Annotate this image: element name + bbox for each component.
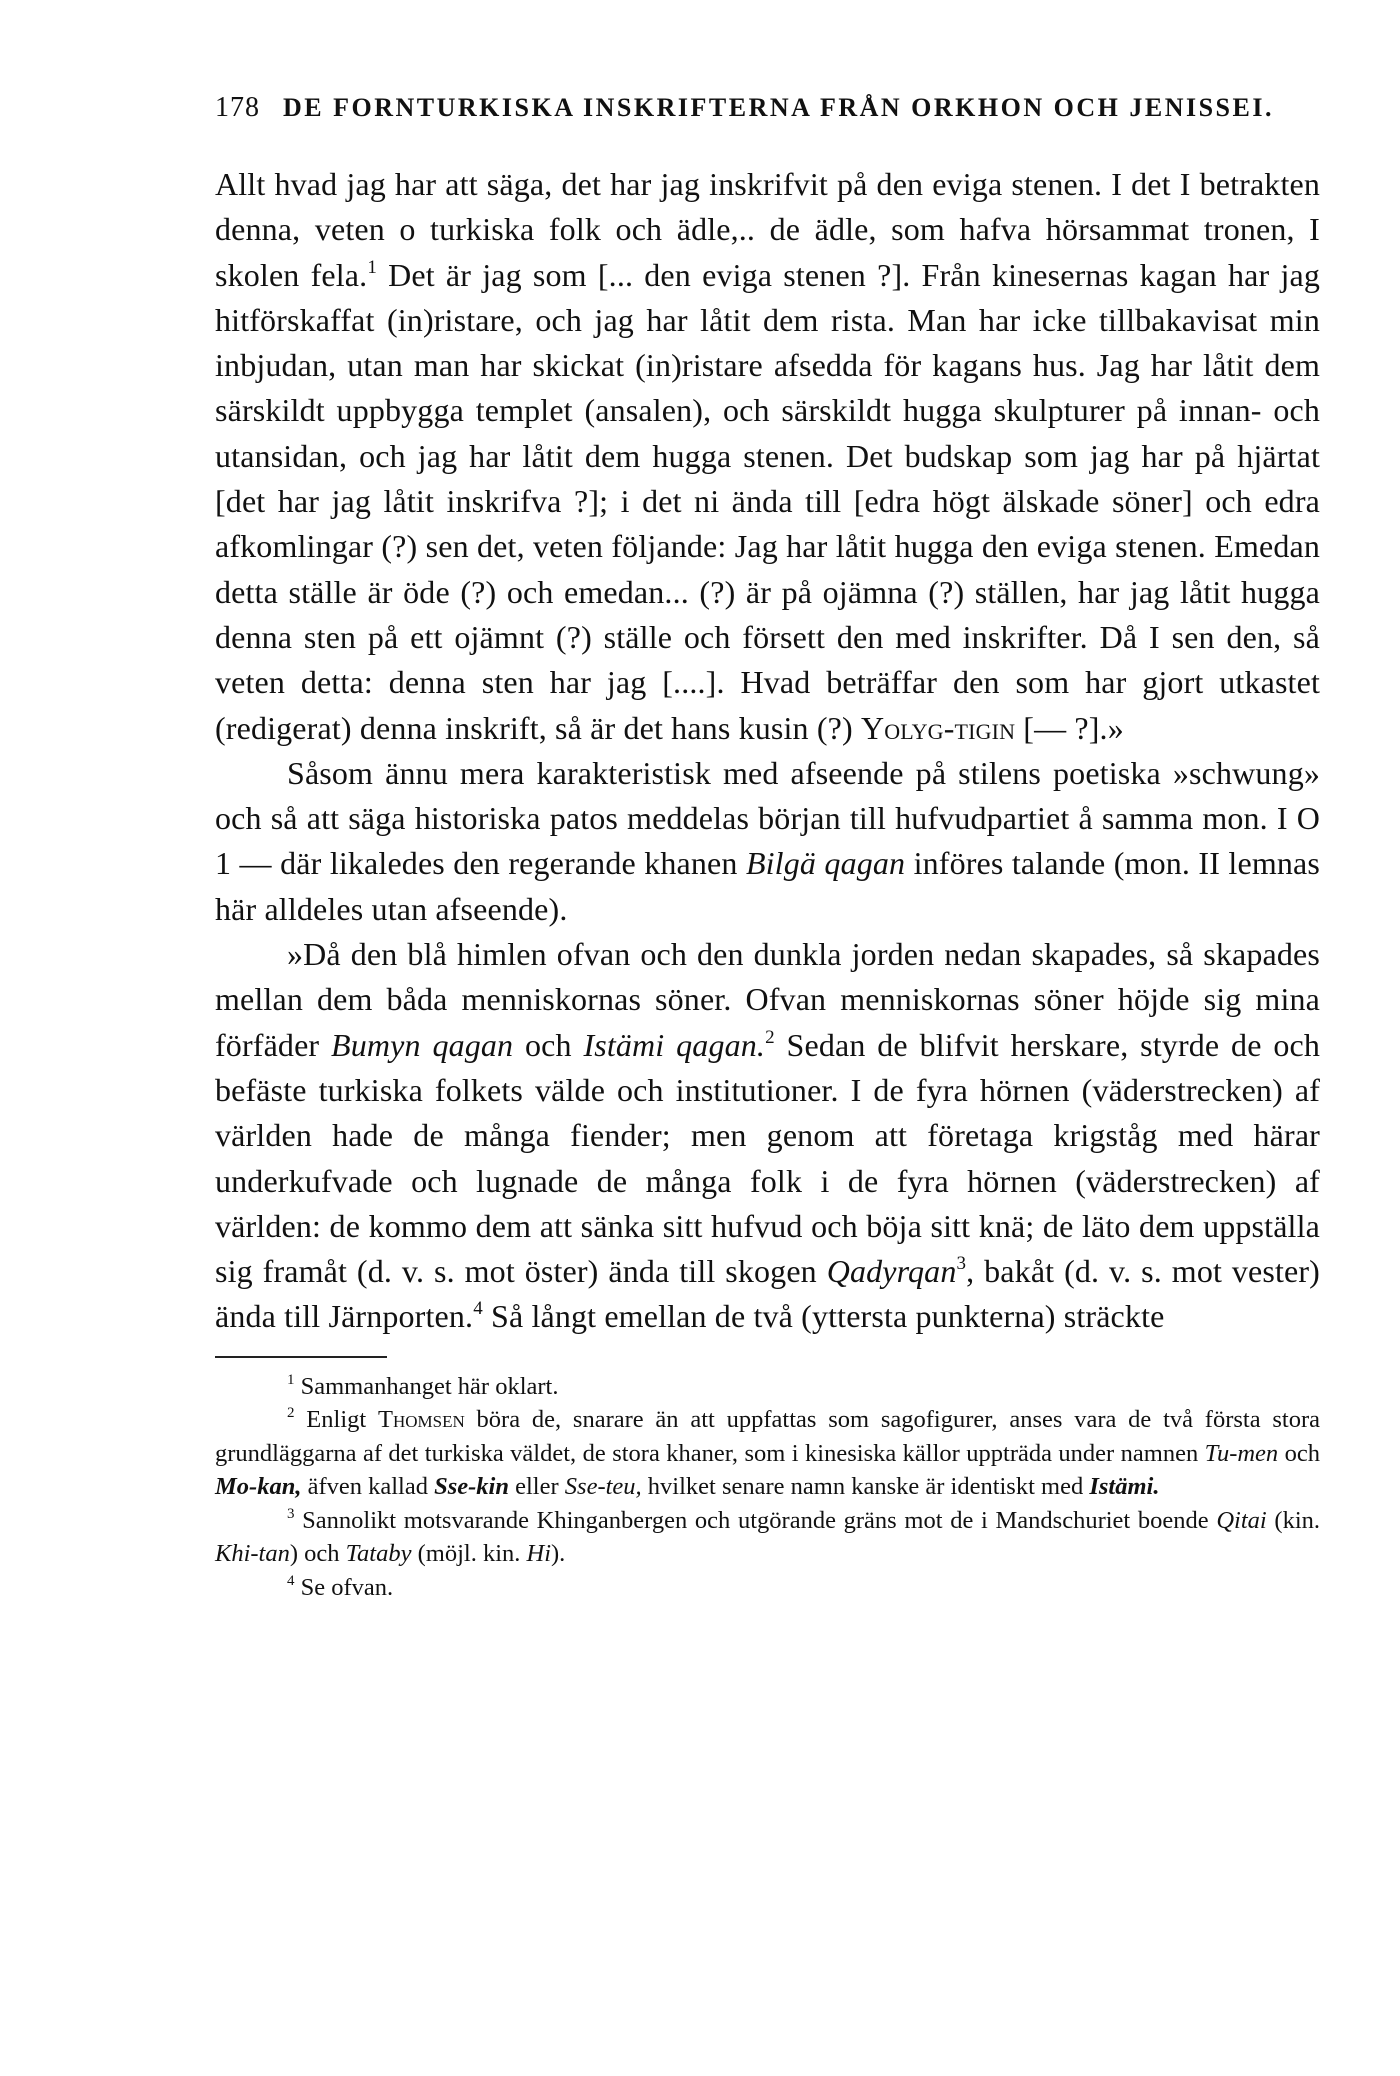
footnotes	[215, 1370, 1320, 1605]
running-title: DE FORNTURKISKA INSKRIFTERNA FRÅN ORKHON OCH JENISSEI.	[283, 93, 1274, 122]
paragraph-1: Allt hvad jag har att säga, det har jag inskrifvit på den eviga stenen. I det I betrakten denna, veten o turkiska folk och ädle,.. de ädle, som hafva hörsammat tronen, I skolen fela.$^1$ Det är jag som [... den eviga stenen ?]. Från kinesernas kagan har jag hitförskaffat (in)ristare, och jag har låtit dem rista. Man har icke tillbakavisat min inbjudan, utan man har skickat (in)ristare afsedda för kagans hus. Jag har låtit dem särskildt uppbygga templet (ansalen), och särskildt hugga skulpturer på innan- och utansidan, och jag har låtit dem hugga stenen. Det budskap som jag har på hjärtat [det har jag låtit inskrifva ?]; i det ni ända till [edra högt älskade söner] och edra afkomlingar (?) sen det, veten följande: Jag har låtit hugga den eviga stenen. Emedan detta ställe är öde (?) och emedan... (?) är på ojämna (?) ställen, har jag låtit hugga denna sten på ett ojämnt (?) ställe och försett den med inskrifter. Då I sen den, så veten detta: denna sten har jag [....]. Hvad beträffar den som har gjort utkastet (redigerat) denna inskrift, så är det hans kusin (?) Yolyg-tigin [— ?].»	[215, 166, 1320, 746]
footnote-4: $^4$ Se ofvan.	[287, 1572, 394, 1601]
footnote-ref-4: 4	[473, 1298, 483, 1320]
footnote-2: $^2$ Enligt Thomsen böra de, snarare än att uppfattas som sagofigurer, anses vara de två första stora grundläggarna af det turkiska väldet, de stora khaner, som i kinesiska källor uppträda under namnen Tu-men och Mo-kan, äfven kallad Sse-kin eller Sse-teu, hvilket senare namn kanske är identiskt med Istämi.	[215, 1405, 1321, 1501]
paragraph-3: »Då den blå himlen ofvan och den dunkla jorden nedan skapades, så skapades mellan dem båda menniskornas söner. Ofvan menniskornas söner höjde sig mina förfäder Bumyn qagan och Istämi qagan.$^2$ Sedan de blifvit herskare, styrde de och befäste turkiska folkets välde och institutioner. I de fyra hörnen (väderstrecken) af världen hade de många fiender; men genom att företaga krigståg med härar underkufvade och lugnade de många folk i de fyra hörnen (väderstrecken) af världen: de kommo dem att sänka sitt hufvud och böja sitt knä; de läto dem uppställa sig framåt (d. v. s. mot öster) ända till skogen Qadyrqan$^3$, bakåt (d. v. s. mot vester) ända till Järnporten.$^4$ Så långt emellan de två (yttersta punkterna) sträckte	[215, 936, 1321, 1335]
footnote-rule	[215, 1356, 387, 1358]
footnote-ref-1: 1	[367, 256, 377, 278]
footnote-ref-2: 2	[765, 1026, 775, 1048]
body-text	[215, 162, 1320, 1340]
page-number: 178	[215, 92, 260, 123]
name-yolyg-tigin: Yolyg-tigin	[860, 709, 1016, 746]
footnote-1: $^1$ Sammanhanget här oklart.	[287, 1371, 559, 1400]
running-head	[215, 92, 1320, 124]
footnote-ref-3: 3	[956, 1253, 967, 1275]
paragraph-2: Såsom ännu mera karakteristisk med afseende på stilens poetiska »schwung» och så att säga historiska patos meddelas början till hufvudpartiet å samma mon. I O 1 — där likaledes den regerande khanen Bilgä qagan införes talande (mon. II lemnas här alldeles utan afseende).	[215, 754, 1320, 927]
footnote-3: $^3$ Sannolikt motsvarande Khinganbergen och utgörande gräns mot de i Mandschuriet boende Qitai (kin. Khi-tan) och Tataby (möjl. kin. Hi).	[215, 1505, 1320, 1568]
